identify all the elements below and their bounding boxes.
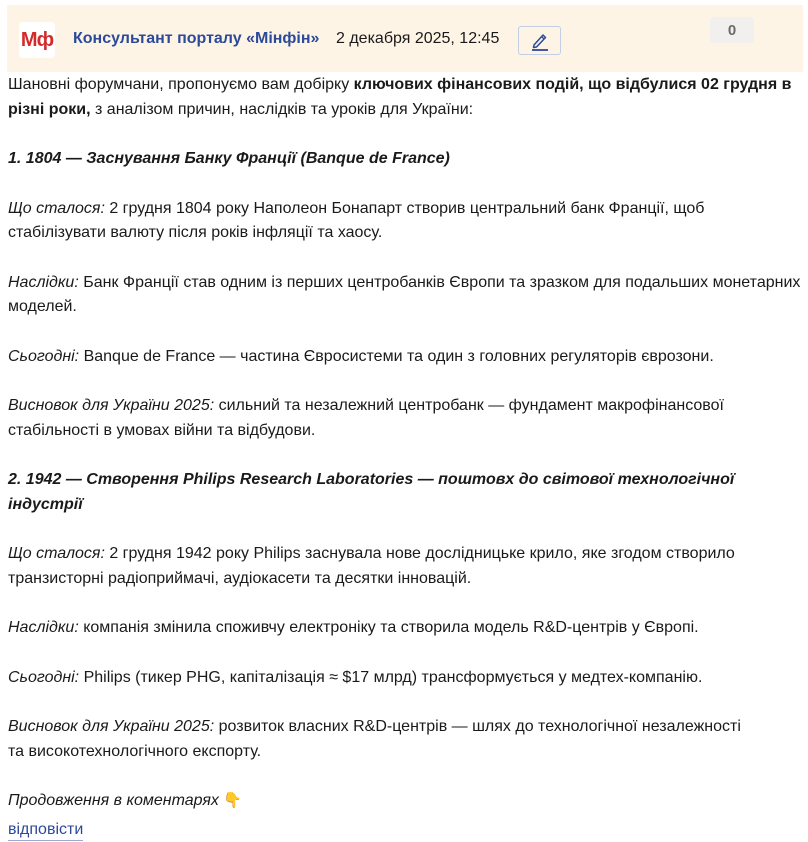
intro-text-end: з аналізом причин, наслідків та уроків для України: [90,100,474,118]
minfin-logo: Мф [19,22,55,58]
continuation-note [8,789,803,814]
section-heading: 1. 1804 — Заснування Банку Франції (Banque de France) [8,150,450,167]
item-text: 2 грудня 1804 року Наполеон Бонапарт створив центральний банк Франції, щоб стабілізувати валюту після років інфляції та хаосу. [8,199,705,241]
continuation-text: Продовження в коментарях [8,792,219,809]
intro-text: Шановні форумчани, пропонуємо вам добірку [8,76,354,93]
item-label: Наслідки: [8,273,79,291]
item-text: Philips (тикер PHG, капіталізація ≈ $17 млрд) трансформується у медтех-компанію. [79,668,703,686]
item-text: Банк Франції став одним із перших центробанків Європи та зразком для подальших монетарних моделей. [8,273,801,315]
reply-link[interactable]: відповісти [8,821,83,841]
item-text: розвиток власних R&D-центрів — шлях до технологічної незалежності [214,718,741,735]
item-label: Сьогодні: [8,347,80,365]
section-item [8,542,803,591]
item-label: Що сталося: [8,199,105,217]
section-item [8,715,803,764]
intro-paragraph [8,73,803,122]
item-text: сильний та незалежний центробанк — фундамент макрофінансової стабільності в умовах війни та відбудови. [8,397,724,439]
item-label: Висновок для України 2025: [8,718,215,735]
section-item [8,666,803,691]
section-item [8,345,803,370]
section-item [8,271,803,320]
item-text: компанія змінила споживчу електроніку та створила модель R&D-центрів у Європі. [78,619,699,636]
item-text-continued: та високотехнологічного експорту. [8,742,262,760]
post-header [7,5,803,72]
item-label: Що сталося: [8,545,105,562]
section-heading: 2. 1942 — Створення Philips Research Laboratories — поштовх до світової технологічної індустрії [8,471,735,513]
intro-bold: ключових фінансових подій, що відбулися 02 грудня в різні роки, [8,76,792,118]
post-date: 2 декабря 2025, 12:45 [336,30,500,47]
section-item [8,616,803,641]
item-label: Сьогодні: [8,668,80,686]
pencil-icon [529,31,551,51]
item-text: Banque de France — частина Євросистеми та один з головних регуляторів єврозони. [79,347,714,365]
author-name[interactable]: Консультант порталу «Мінфін» [73,30,320,47]
section-item [8,197,803,246]
item-label: Наслідки: [8,619,79,636]
edit-button[interactable] [518,26,561,55]
item-text: 2 грудня 1942 року Philips заснувала нове дослідницьке крило, яке згодом створило транзисторні радіоприймачі, аудіокасети та десятки інновацій. [8,545,735,587]
section-item [8,394,803,443]
item-label: Висновок для України 2025: [8,397,215,414]
post-body [8,73,803,842]
vote-counter[interactable]: 0 [710,17,754,43]
pointing-down-icon: 👇 [223,792,243,809]
